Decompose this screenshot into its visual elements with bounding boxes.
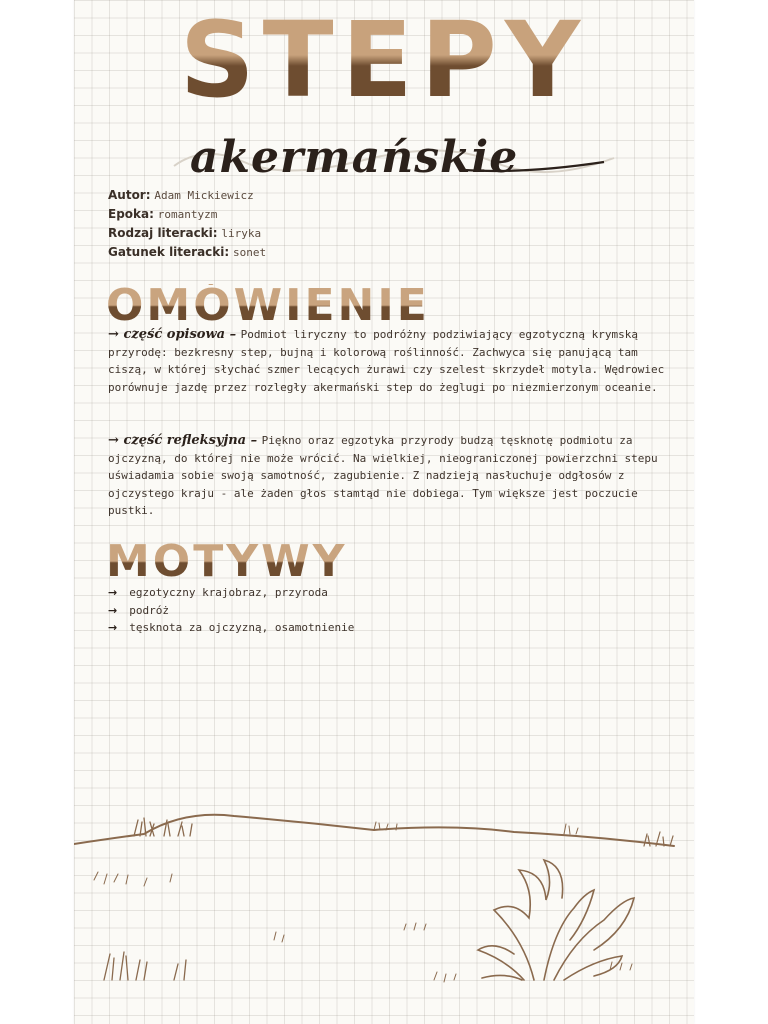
part-text-reflective: Piękno oraz egzotyka przyrody budzą tęsknotę podmiotu za ojczyzną, do której nie może wrócić. Na wielkiej, nieograniczonej powierzchni stepu uświadamia sobie swoją samotność, zagubienie. Z nadzieją nasłuchuje odgłosów z ojczystego kraju - ale żaden głos stamtąd nie dobiega. Tym większe jest poczucie pustki. <box>108 434 658 517</box>
list-item <box>108 584 354 602</box>
arrow-right-icon: → <box>108 621 118 634</box>
subtitle-block <box>164 124 624 194</box>
list-item <box>108 619 354 637</box>
section-heading-motywy: MOTYWY <box>106 536 348 587</box>
meta-value: sonet <box>233 246 267 259</box>
meta-row-epoch <box>108 205 266 224</box>
meta-key: Gatunek literacki: <box>108 245 230 259</box>
section-heading-omowienie: OMÓWIENIE <box>106 280 430 331</box>
paragraph-part-descriptive <box>108 326 668 396</box>
list-item-text: egzotyczny krajobraz, przyroda <box>129 586 328 599</box>
meta-value: Adam Mickiewicz <box>154 189 254 202</box>
meta-row-genre <box>108 243 266 262</box>
notebook-page <box>74 0 694 1024</box>
meta-key: Autor: <box>108 188 151 202</box>
list-item-text: podróż <box>129 603 169 617</box>
meta-value: liryka <box>221 227 262 240</box>
meta-row-author <box>108 186 266 205</box>
part-label-reflective: → część refleksyjna – <box>108 433 258 448</box>
arrow-right-icon: → <box>108 433 119 448</box>
part-label-descriptive: → część opisowa – <box>108 327 237 342</box>
arrow-right-icon: → <box>108 586 118 599</box>
meta-value: romantyzm <box>157 208 218 221</box>
motifs-list <box>108 584 354 637</box>
list-item <box>108 602 354 620</box>
meta-key: Rodzaj literacki: <box>108 226 218 240</box>
page-title: STEPY <box>74 6 694 115</box>
meta-row-kind <box>108 224 266 243</box>
meta-key: Epoka: <box>108 207 154 221</box>
part-text-descriptive: Podmiot liryczny to podróżny podziwiający egzotyczną krymską przyrodę: bezkresny step, bujną i kolorową roślinność. Zachwyca się panującą tam ciszą, w której słychać szmer lecących żurawi czy szelest skrzydeł motyla. Wędrowiec porównuje jazdę przez rozległy akermański step do żeglugi po niezmierzonym oceanie. <box>108 328 665 394</box>
steppe-landscape-illustration <box>74 790 694 1010</box>
page-subtitle: akermańskie <box>190 132 519 183</box>
paragraph-part-reflective <box>108 432 668 520</box>
arrow-right-icon: → <box>108 603 118 617</box>
list-item-text: tęsknota za ojczyzną, osamotnienie <box>129 621 355 634</box>
meta-info <box>108 186 266 262</box>
arrow-right-icon: → <box>108 327 119 342</box>
